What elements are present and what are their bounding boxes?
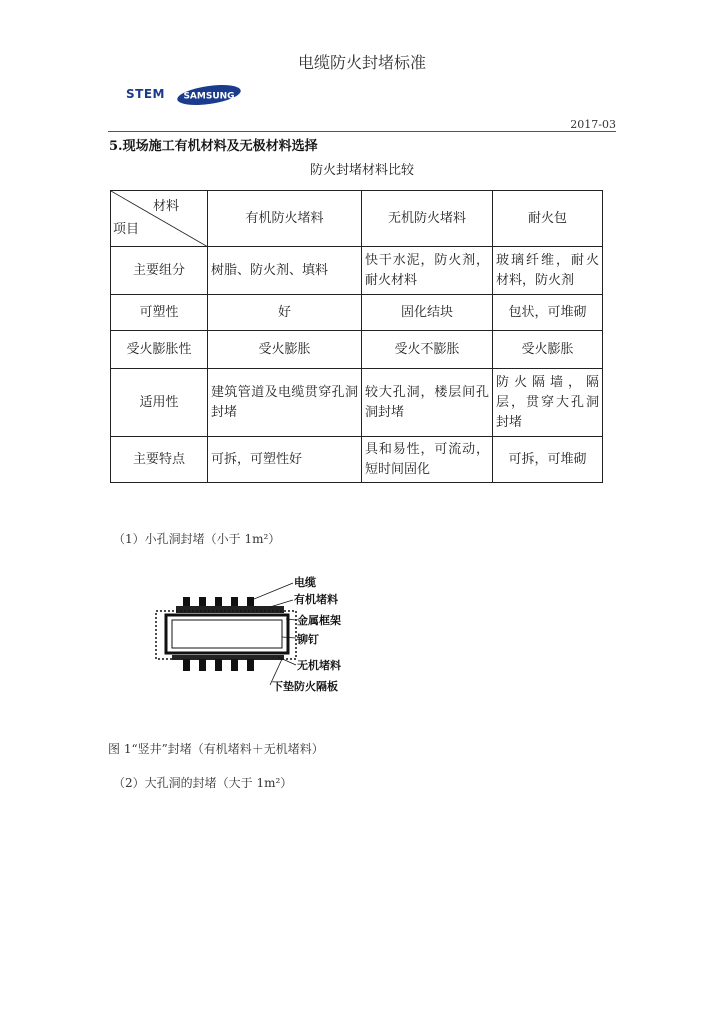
stem-logo: STEM xyxy=(126,87,165,101)
label-inorganic: 无机堵料 xyxy=(297,659,341,672)
column-header: 有机防火堵料 xyxy=(208,191,362,247)
table-cell: 受火不膨胀 xyxy=(362,331,493,369)
table-row xyxy=(111,369,603,437)
material-comparison-table xyxy=(110,190,603,483)
label-metal-frame: 金属框架 xyxy=(297,614,341,627)
samsung-logo-text: SAMSUNG xyxy=(183,91,235,102)
table-cell: 包状，可堆砌 xyxy=(493,295,603,331)
figure-caption: 图 1“竖井”封堵（有机堵料＋无机堵料） xyxy=(108,742,324,756)
table-cell: 玻璃纤维，耐火材料，防火剂 xyxy=(493,247,603,295)
table-header-row xyxy=(111,191,603,247)
document-title: 电缆防火封堵标准 xyxy=(297,53,426,72)
table-cell: 树脂、防火剂、填料 xyxy=(208,247,362,295)
table-cell: 好 xyxy=(208,295,362,331)
table-cell: 受火膨胀 xyxy=(493,331,603,369)
table-cell: 较大孔洞，楼层间孔洞封堵 xyxy=(362,369,493,437)
document-date: 2017-03 xyxy=(570,118,616,131)
row-label: 主要特点 xyxy=(111,437,208,483)
table-cell: 具和易性，可流动，短时间固化 xyxy=(362,437,493,483)
column-header: 耐火包 xyxy=(493,191,603,247)
table-cell: 受火膨胀 xyxy=(208,331,362,369)
corner-label-material: 材料 xyxy=(152,199,179,214)
row-label: 可塑性 xyxy=(111,295,208,331)
section-title: 5.现场施工有机材料及无极材料选择 xyxy=(109,139,318,154)
table-cell: 快干水泥，防火剂，耐火材料 xyxy=(362,247,493,295)
row-label: 受火膨胀性 xyxy=(111,331,208,369)
column-header: 无机防火堵料 xyxy=(362,191,493,247)
label-cable: 电缆 xyxy=(294,576,316,589)
small-hole-note: （1）小孔洞封堵（小于 1m²） xyxy=(113,532,281,546)
label-fire-board: 下垫防火隔板 xyxy=(272,680,338,693)
table-cell: 可拆，可塑性好 xyxy=(208,437,362,483)
cable-icons-bottom xyxy=(183,659,254,671)
table-row xyxy=(111,247,603,295)
label-rivet: 铆钉 xyxy=(297,633,319,646)
table-row xyxy=(111,295,603,331)
table-row xyxy=(111,437,603,483)
table-cell: 固化结块 xyxy=(362,295,493,331)
sealing-figure xyxy=(148,573,378,698)
table-cell: 建筑管道及电缆贯穿孔洞封堵 xyxy=(208,369,362,437)
header-divider xyxy=(108,131,616,132)
row-label: 主要组分 xyxy=(111,247,208,295)
corner-label-item: 项目 xyxy=(113,222,140,237)
table-corner-cell xyxy=(111,191,208,247)
inner-frame xyxy=(172,620,282,648)
table-cell: 防火隔墙，隔层，贯穿大孔洞封堵 xyxy=(493,369,603,437)
large-hole-note: （2）大孔洞的封堵（大于 1m²） xyxy=(113,776,293,790)
table-row xyxy=(111,331,603,369)
organic-sealant-top xyxy=(176,606,284,613)
label-organic: 有机堵料 xyxy=(294,593,338,606)
samsung-logo xyxy=(176,84,242,106)
table-cell: 可拆，可堆砌 xyxy=(493,437,603,483)
row-label: 适用性 xyxy=(111,369,208,437)
table-caption: 防火封堵材料比较 xyxy=(309,163,414,178)
